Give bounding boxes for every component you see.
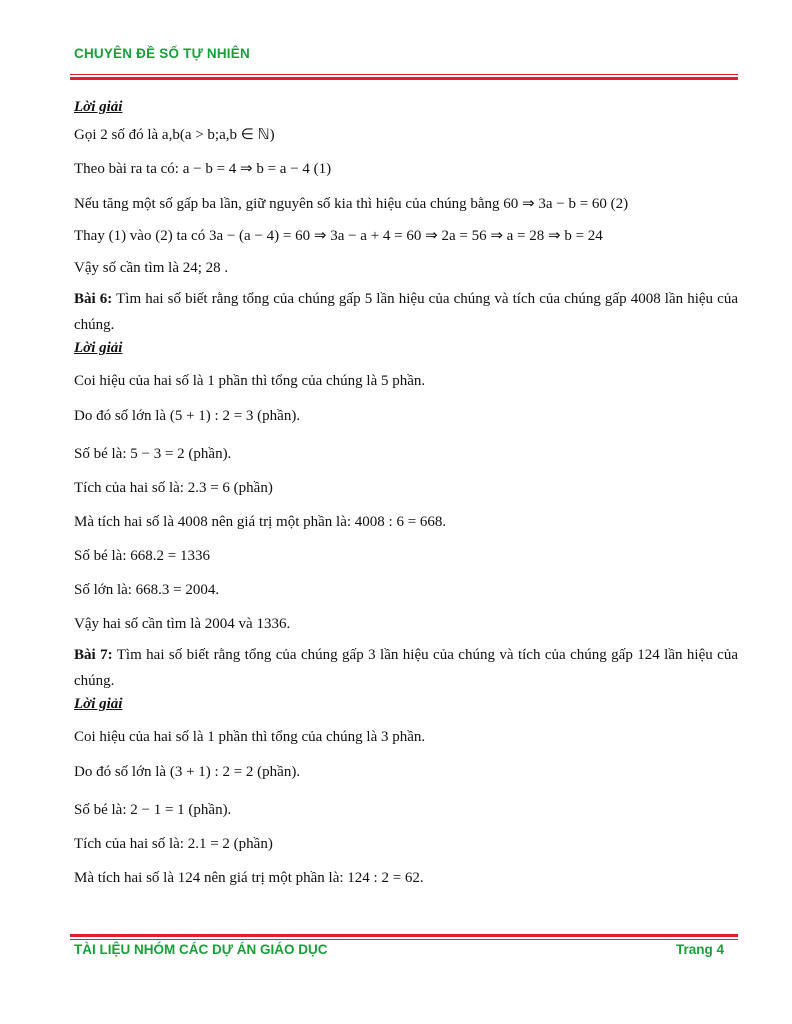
problem-label: Bài 6: bbox=[74, 291, 113, 307]
page-header-title: CHUYÊN ĐỀ SỐ TỰ NHIÊN bbox=[74, 46, 250, 61]
problem-text: Tìm hai số biết rằng tổng của chúng gấp 3 lần hiệu của chúng và tích của chúng gấp 124 lần hiệu của chúng. bbox=[74, 647, 738, 689]
text-line: Coi hiệu của hai số là 1 phần thì tổng của chúng là 5 phần. bbox=[74, 373, 426, 389]
solution-heading: Lời giải bbox=[74, 696, 123, 712]
text-line: Vậy số cần tìm là 24; 28 . bbox=[74, 260, 229, 276]
text-line: Nếu tăng một số gấp ba lần, giữ nguyên số kia thì hiệu của chúng bằng 60 ⇒ 3a − b = 60 (2) bbox=[74, 196, 629, 212]
problem-6 bbox=[74, 286, 738, 338]
problem-7 bbox=[74, 642, 738, 694]
header-rule-thin bbox=[70, 74, 738, 75]
header-rule-thick bbox=[70, 77, 738, 80]
text-line: Do đó số lớn là (3 + 1) : 2 = 2 (phần). bbox=[74, 764, 301, 780]
text-line: Số bé là: 2 − 1 = 1 (phần). bbox=[74, 802, 232, 818]
text-line: Số bé là: 668.2 = 1336 bbox=[74, 548, 210, 564]
problem-text: Tìm hai số biết rằng tổng của chúng gấp 5 lần hiệu của chúng và tích của chúng gấp 4008 lần hiệu của chúng. bbox=[74, 291, 738, 333]
text-line: Vậy hai số cần tìm là 2004 và 1336. bbox=[74, 616, 291, 632]
page-number: Trang 4 bbox=[675, 942, 724, 957]
document-body bbox=[74, 98, 738, 887]
text-line: Mà tích hai số là 4008 nên giá trị một phần là: 4008 : 6 = 668. bbox=[74, 514, 447, 530]
solution-heading: Lời giải bbox=[74, 340, 123, 356]
text-line: Thay (1) vào (2) ta có 3a − (a − 4) = 60 ⇒ 3a − a + 4 = 60 ⇒ 2a = 56 ⇒ a = 28 ⇒ b = 24 bbox=[74, 228, 603, 244]
text-line: Mà tích hai số là 124 nên giá trị một phần là: 124 : 2 = 62. bbox=[74, 870, 424, 886]
solution-heading: Lời giải bbox=[74, 99, 123, 115]
text-line: Tích của hai số là: 2.1 = 2 (phần) bbox=[74, 836, 273, 852]
text-line: Do đó số lớn là (5 + 1) : 2 = 3 (phần). bbox=[74, 408, 301, 424]
problem-label: Bài 7: bbox=[74, 647, 113, 663]
text-line: Gọi 2 số đó là a,b(a > b;a,b ∈ ℕ) bbox=[74, 127, 275, 143]
footer-title: TÀI LIỆU NHÓM CÁC DỰ ÁN GIÁO DỤC bbox=[74, 942, 328, 957]
text-line: Tích của hai số là: 2.3 = 6 (phần) bbox=[74, 480, 273, 496]
text-line: Số lớn là: 668.3 = 2004. bbox=[74, 582, 220, 598]
footer-rule-thick bbox=[70, 934, 738, 937]
text-line: Coi hiệu của hai số là 1 phần thì tổng của chúng là 3 phần. bbox=[74, 729, 426, 745]
text-line: Theo bài ra ta có: a − b = 4 ⇒ b = a − 4 (1) bbox=[74, 161, 332, 177]
text-line: Số bé là: 5 − 3 = 2 (phần). bbox=[74, 446, 232, 462]
footer-rule-thin bbox=[70, 939, 738, 940]
